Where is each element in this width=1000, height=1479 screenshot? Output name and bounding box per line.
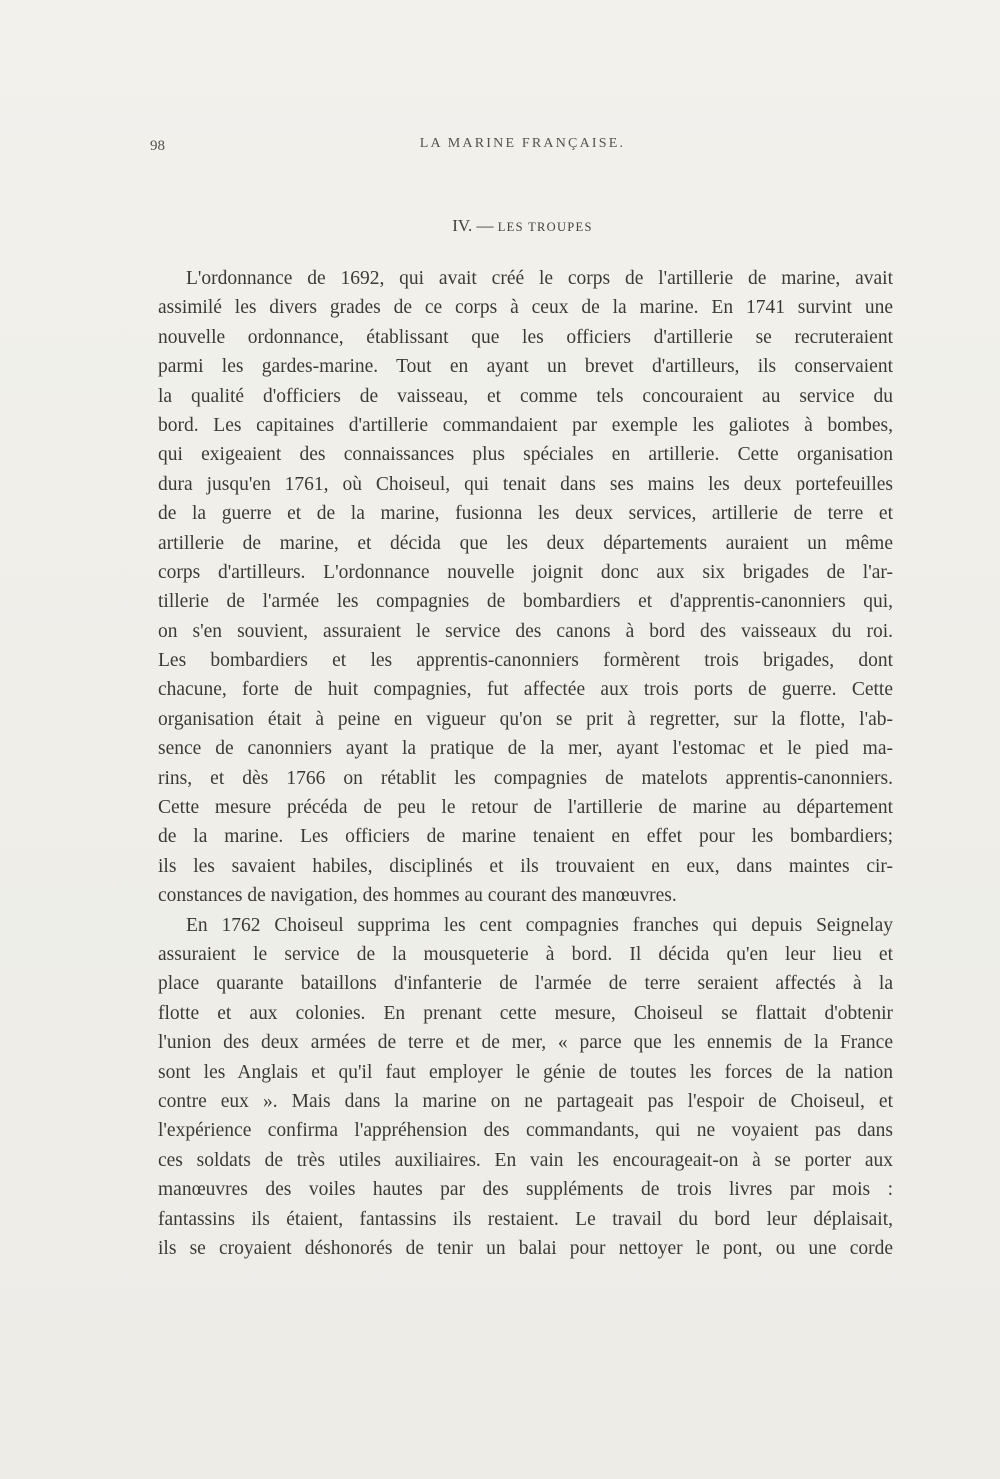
text-line: qui exigeaient des connaissances plus spéciales en artillerie. Cette organisation xyxy=(158,444,893,466)
text-line: fantassins ils étaient, fantassins ils restaient. Le travail du bord leur déplaisait, xyxy=(158,1208,893,1230)
text-line: ces soldats de très utiles auxiliaires. En vain les encourageait-on à se porter aux xyxy=(158,1149,893,1171)
text-line: organisation était à peine en vigueur qu'on se prit à regretter, sur la flotte, l'ab- xyxy=(158,708,893,730)
text-line: Cette mesure précéda de peu le retour de l'artillerie de marine au département xyxy=(158,797,893,819)
section-number: IV. — xyxy=(452,216,494,235)
text-line: bord. Les capitaines d'artillerie commandaient par exemple les galiotes à bombes, xyxy=(158,414,893,436)
text-line: dura jusqu'en 1761, où Choiseul, qui tenait dans ses mains les deux portefeuilles xyxy=(158,473,893,495)
text-line: constances de navigation, des hommes au courant des manœuvres. xyxy=(158,885,677,907)
running-title: LA MARINE FRANÇAISE. xyxy=(419,136,626,151)
text-line: manœuvres des voiles hautes par des suppléments de trois livres par mois : xyxy=(158,1179,893,1201)
section-heading xyxy=(150,216,895,236)
text-line: Les bombardiers et les apprentis-canonniers formèrent trois brigades, dont xyxy=(158,650,893,672)
text-line: ils se croyaient déshonorés de tenir un balai pour nettoyer le pont, ou une corde xyxy=(158,1237,893,1259)
text-line: assimilé les divers grades de ce corps à ceux de la marine. En 1741 survint une xyxy=(158,297,893,319)
text-line: de la marine. Les officiers de marine tenaient en effet pour les bombardiers; xyxy=(158,826,893,848)
text-line: nouvelle ordonnance, établissant que les officiers d'artillerie se recruteraient xyxy=(158,326,893,348)
text-line: ils les savaient habiles, disciplinés et ils trouvaient en eux, dans maintes cir- xyxy=(158,855,893,877)
text-line: sont les Anglais et qu'il faut employer le génie de toutes les forces de la nation xyxy=(158,1061,893,1083)
text-line: l'union des deux armées de terre et de mer, « parce que les ennemis de la France xyxy=(158,1032,893,1054)
text-line: contre eux ». Mais dans la marine on ne partageait pas l'espoir de Choiseul, et xyxy=(158,1090,893,1112)
page-number: 98 xyxy=(150,138,165,154)
text-line: En 1762 Choiseul supprima les cent compagnies franches qui depuis Seignelay xyxy=(186,914,893,936)
text-line: parmi les gardes-marine. Tout en ayant un brevet d'artilleurs, ils conservaient xyxy=(158,356,893,378)
text-line: on s'en souvient, assuraient le service des canons à bord des vaisseaux du roi. xyxy=(158,620,893,642)
text-line: artillerie de marine, et décida que les deux départements auraient un même xyxy=(158,532,893,554)
text-line: assuraient le service de la mousqueterie à bord. Il décida qu'en leur lieu et xyxy=(158,943,893,965)
running-head xyxy=(150,136,895,160)
text-line: flotte et aux colonies. En prenant cette mesure, Choiseul se flattait d'obtenir xyxy=(158,1002,893,1024)
text-line: de la guerre et de la marine, fusionna les deux services, artillerie de terre et xyxy=(158,503,893,525)
text-line: chacune, forte de huit compagnies, fut affectée aux trois ports de guerre. Cette xyxy=(158,679,893,701)
body-text xyxy=(158,264,893,1263)
text-line: L'ordonnance de 1692, qui avait créé le corps de l'artillerie de marine, avait xyxy=(186,268,893,289)
text-line: la qualité d'officiers de vaisseau, et comme tels concouraient au service du xyxy=(158,385,893,407)
text-line: sence de canonniers ayant la pratique de la mer, ayant l'estomac et le pied ma- xyxy=(158,738,893,760)
text-line: l'expérience confirma l'appréhension des commandants, qui ne voyaient pas dans xyxy=(158,1120,893,1142)
text-line: rins, et dès 1766 on rétablit les compagnies de matelots apprentis-canonniers. xyxy=(158,767,893,789)
section-title: LES TROUPES xyxy=(497,220,593,234)
text-line: tillerie de l'armée les compagnies de bombardiers et d'apprentis-canonniers qui, xyxy=(158,591,893,613)
text-line: corps d'artilleurs. L'ordonnance nouvelle joignit donc aux six brigades de l'ar- xyxy=(158,561,893,583)
text-line: place quarante bataillons d'infanterie de l'armée de terre seraient affectés à la xyxy=(158,973,893,995)
